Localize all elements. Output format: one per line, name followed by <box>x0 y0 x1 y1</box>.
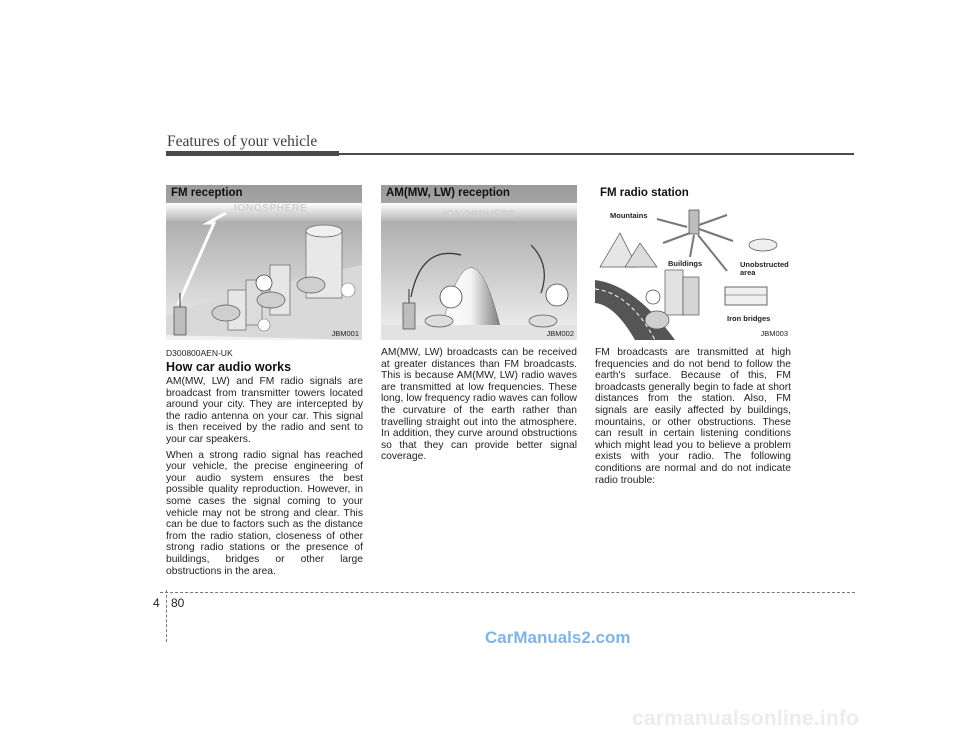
mountains-label: Mountains <box>610 211 648 220</box>
ionosphere-label: IONOSPHERE <box>443 208 517 220</box>
footer-divider <box>166 590 167 642</box>
header-rule <box>339 153 854 155</box>
page-number: 80 <box>171 596 185 610</box>
iron-bridges-label: Iron bridges <box>727 314 771 323</box>
page-header-title: Features of your vehicle <box>167 133 318 150</box>
figure-code: JBM003 <box>760 329 788 338</box>
figure-fm-station <box>595 185 791 340</box>
figure-am-reception <box>381 185 577 340</box>
figure-code: JBM001 <box>331 329 359 338</box>
column-2-text <box>381 347 577 467</box>
document-code: D300800AEN-UK <box>166 348 233 358</box>
footer-site-watermark: carmanualsonline.info <box>632 707 860 730</box>
figure-title: FM reception <box>171 187 243 199</box>
section-heading: How car audio works <box>166 360 292 374</box>
figure-code: JBM002 <box>546 329 574 338</box>
unobstructed-label <box>740 261 789 277</box>
ionosphere-label: IONOSPHERE <box>234 202 308 214</box>
footer-rule <box>160 592 855 593</box>
chapter-number: 4 <box>153 596 160 610</box>
column-1-text <box>166 376 363 581</box>
figure-fm-reception <box>166 185 362 340</box>
figure-title: AM(MW, LW) reception <box>386 187 510 199</box>
buildings-label: Buildings <box>668 259 703 268</box>
figure-title: FM radio station <box>600 187 689 199</box>
watermark-link[interactable]: CarManuals2.com <box>485 628 631 647</box>
paragraph: AM(MW, LW) and FM radio signals are broadcast from transmitter towers located around your city. They are intercepted by the radio antenna on your car. This signal is then received by the radio and sent to your car speakers. <box>166 376 363 445</box>
unobstructed-label-line1: Unobstructed <box>740 260 789 269</box>
paragraph: AM(MW, LW) broadcasts can be received at greater distances than FM broadcasts. This is because AM(MW, LW) radio waves are transmitted at low frequencies. These long, low frequency radio waves can follow the curvature of the earth rather than travelling straight out into the atmosphere. In addition, they curve around obstructions so that they can provide better signal coverage. <box>381 347 577 463</box>
unobstructed-label-line2: area <box>740 268 756 277</box>
column-3-text <box>595 347 791 490</box>
header-accent-bar <box>166 151 339 156</box>
paragraph: When a strong radio signal has reached your vehicle, the precise engineering of your audio system ensures the best possible quality reproduction. However, in some cases the signal coming to your vehicle may not be strong and clear. This can be due to factors such as the distance from the radio station, closeness of other strong radio stations or the presence of buildings, bridges or other large obstructions in the area. <box>166 449 363 577</box>
paragraph: FM broadcasts are transmitted at high frequencies and do not bend to follow the earth's surface. Because of this, FM broadcasts generally begin to fade at short distances from the station. Also, FM signals are easily affected by buildings, mountains, or other obstructions. These can result in certain listening conditions which might lead you to believe a problem exists with your radio. The following conditions are normal and do not indicate radio trouble: <box>595 347 791 486</box>
